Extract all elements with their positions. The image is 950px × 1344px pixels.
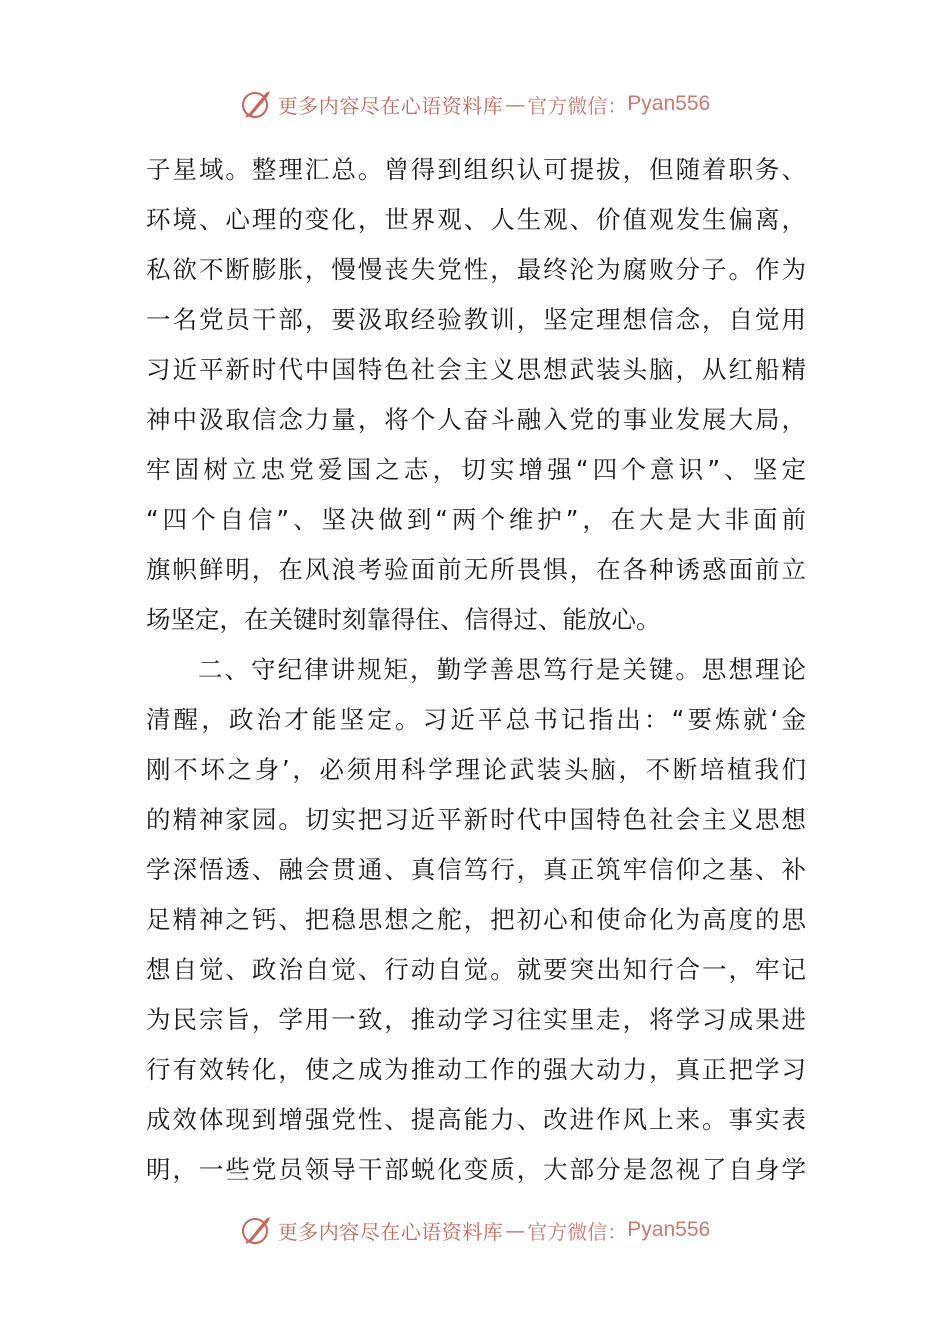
banner-wechat-id: Pyan556 bbox=[627, 92, 711, 115]
banner-brand-text: 更多内容尽在心语资料库 bbox=[277, 1219, 504, 1244]
body-line: 习近平新时代中国特色社会主义思想武装头脑，从红船精 bbox=[146, 355, 806, 384]
banner-dash: — bbox=[505, 1218, 526, 1242]
banner-brand-text: 更多内容尽在心语资料库 bbox=[277, 93, 504, 118]
body-line: 私欲不断膨胀，慢慢丧失党性，最终沦为腐败分子。作为 bbox=[146, 255, 806, 284]
body-line: 为民宗旨，学用一致，推动学习往实里走，将学习成果进 bbox=[146, 1005, 806, 1034]
body-line: 一名党员干部，要汲取经验教训，坚定理想信念，自觉用 bbox=[146, 305, 806, 334]
quill-pen-icon bbox=[240, 1213, 274, 1247]
body-line: “四个自信”、坚决做到“两个维护”，在大是大非面前 bbox=[146, 505, 806, 534]
body-line: 牢固树立忠党爱国之志，切实增强“四个意识”、坚定 bbox=[146, 455, 806, 484]
footer-watermark-banner bbox=[0, 1210, 950, 1250]
body-line: 明，一些党员领导干部蜕化变质，大部分是忽视了自身学 bbox=[146, 1155, 806, 1184]
body-line: 刚不坏之身’，必须用科学理论武装头脑，不断培植我们 bbox=[146, 755, 806, 784]
body-line: 行有效转化，使之成为推动工作的强大动力，真正把学习 bbox=[146, 1055, 806, 1084]
body-line: 足精神之钙、把稳思想之舵，把初心和使命化为高度的思 bbox=[146, 905, 806, 934]
body-line: 的精神家园。切实把习近平新时代中国特色社会主义思想 bbox=[146, 805, 806, 834]
banner-dash: — bbox=[505, 92, 526, 116]
body-line: 想自觉、政治自觉、行动自觉。就要突出知行合一，牢记 bbox=[146, 955, 806, 984]
document-body bbox=[146, 145, 806, 1195]
paragraph-first-line: 二、守纪律讲规矩，勤学善思笃行是关键。思想理论 bbox=[198, 655, 806, 684]
body-line: 旗帜鲜明，在风浪考验面前无所畏惧，在各种诱惑面前立 bbox=[146, 555, 806, 584]
body-line: 场坚定，在关键时刻靠得住、信得过、能放心。 bbox=[146, 605, 661, 634]
body-line: 成效体现到增强党性、提高能力、改进作风上来。事实表 bbox=[146, 1105, 806, 1134]
body-line: 环境、心理的变化，世界观、人生观、价值观发生偏离， bbox=[146, 205, 806, 234]
body-line: 学深悟透、融会贯通、真信笃行，真正筑牢信仰之基、补 bbox=[146, 855, 806, 884]
quill-pen-icon bbox=[240, 87, 274, 121]
body-line: 神中汲取信念力量，将个人奋斗融入党的事业发展大局， bbox=[146, 405, 806, 434]
banner-official-label: 官方微信： bbox=[527, 93, 628, 118]
banner-wechat-id: Pyan556 bbox=[627, 1218, 711, 1241]
banner-official-label: 官方微信： bbox=[527, 1219, 628, 1244]
header-watermark-banner bbox=[0, 84, 950, 124]
body-line: 子星域。整理汇总。曾得到组织认可提拔，但随着职务、 bbox=[146, 155, 806, 184]
body-line: 清醒，政治才能坚定。习近平总书记指出：“要炼就‘金 bbox=[146, 705, 806, 734]
